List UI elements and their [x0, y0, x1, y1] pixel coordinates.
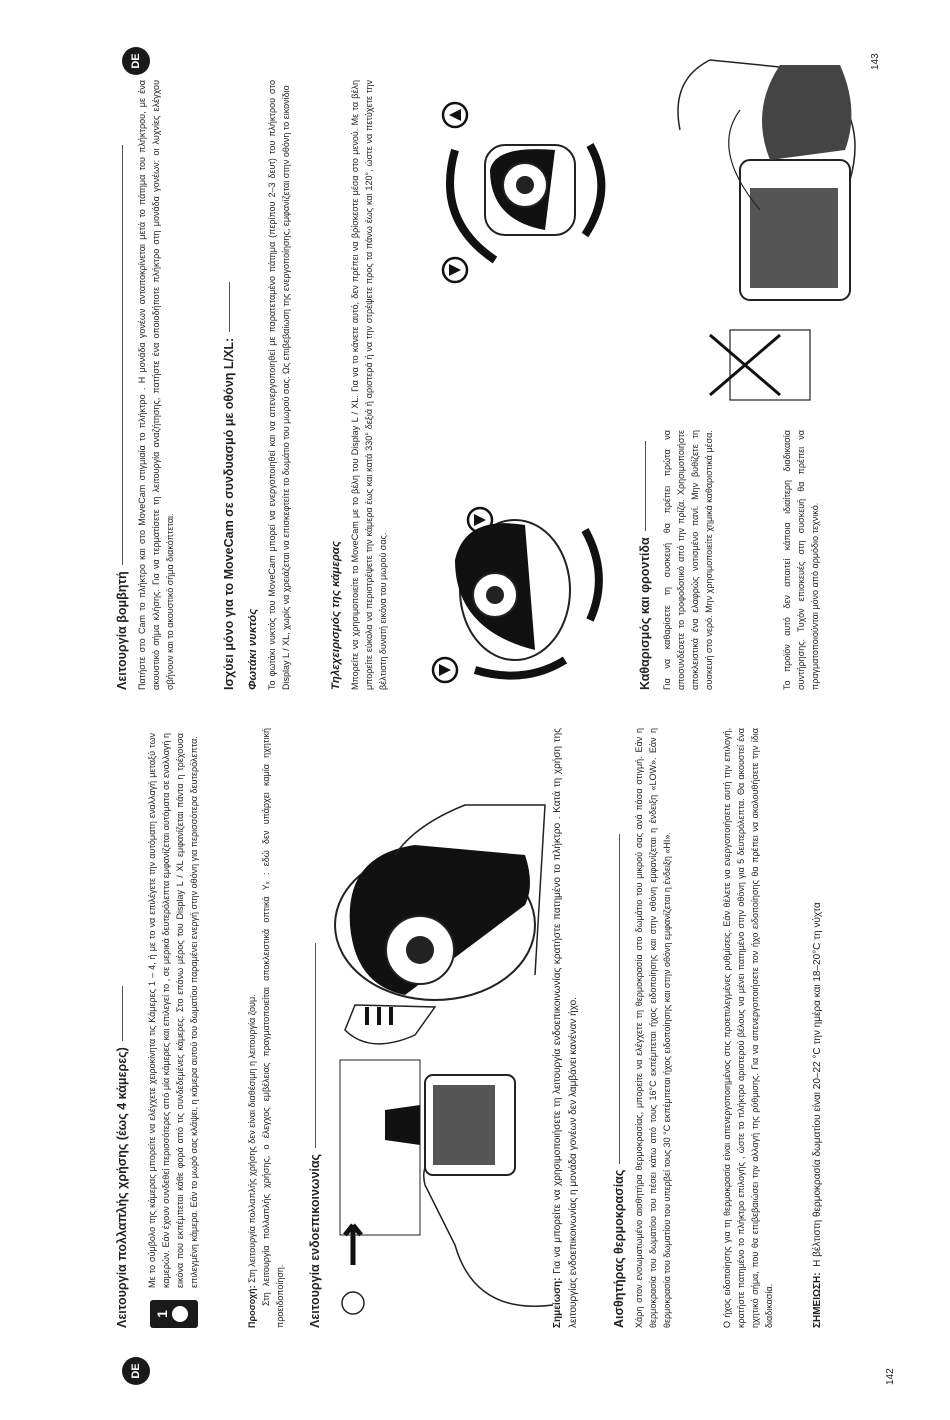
buzzer-paragraph: Πατήστε στο Cam το πλήκτρο και στο MoveCam στιγμιαία το πλήκτρο . Η μονάδα γονέων ανταποκρίνεται μετά το πάτημα του πλήκτρου, με ένα ακουστικό σήμα κλήσης. Για να τερματίσετε τη λειτουργία αναζήτησης, πατήστε ένα οποιοδήποτε πλήκτρο στη μονάδα γονέων: οι λυχνίες ελέγχου σβήνουν και το ακουστικό σήμα διακόπτεται.	[137, 80, 175, 690]
cleaning-paragraph-2: Το προϊόν αυτό δεν απαιτεί κάποια ιδιαίτερη διαδικασία συντήρησης. Τυχόν επισκευές στη συσκευή θα πρέπει να πραγματοποιούνται μόνο από αρμόδιο τεχνικό.	[782, 430, 820, 690]
night-light-title: Φωτάκι νυκτός	[247, 608, 259, 690]
temperature-note: ΣΗΜΕΙΩΣΗ: Η βέλτιστη θερμοκρασία δωματίου είναι 20–22 °C την ημέρα και 18–20°C τη νύχτα	[812, 902, 823, 1328]
cleaning-drawing	[650, 50, 880, 410]
section-title-intercom: Λειτουργία ενδοεπικοινωνίας	[308, 943, 322, 1328]
night-light-paragraph: Το φωτάκι νυκτός του MoveCam μπορεί να ενεργοποιηθεί και να απενεργοποιηθεί με παρατεταμένο πάτημα (περίπου 2–3 δευτ) του πλήκτρου στο Display L / XL, χωρίς να χρειάζεται να επισκεφτείτε το δωμάτιο του μωρού σας. Ως επιβεβαίωση της ενεργοποίησης, εμφανίζεται στην οθόνη το εικονίδιο	[267, 80, 291, 690]
section-title-temperature: Αισθητήρας θερμοκρασίας	[612, 834, 626, 1328]
intercom-note: Σημείωση: Για να μπορείτε να χρησιμοποιήσετε τη λειτουργία ενδοεπικοινωνίας κρατήστε πατημένο το πλήκτρο . Κατά τη χρήση της λειτουργίας ενδοεπικοινωνίας η μονάδα γονέων δεν λαμβάνει κανέναν ήχο.	[552, 727, 579, 1328]
camera-key-icon: 1	[150, 1300, 198, 1328]
multi-camera-paragraph: Με το σύμβολο της κάμερας μπορείτε να ελέγχετε χειροκίνητα τις Κάμερες 1 – 4, ή με το να επιλέγετε την αυτόματη εναλλαγή μεταξύ των καμερών. Εάν έχουν συνδεθεί περισσότερες από μία κάμερες και επιλεγεί το , σε μερικά δευτερόλεπτα εμφανίζεται αυτόματα σε εναλλαγή η εικόνα που εκπέμπεται κάθε φορά από τις συνδεδεμένες κάμερες. Στο επάνω μέρος του Display L / XL εμφανίζεται πάντα η τρέχουσα επιλεγμένη κάμερα. Εάν το μωρό σας κλάψει, η κάμερα αυτού του δωματίου παραμένει ενεργή στην οθόνη για περισσότερα δευτερόλεπτα.	[147, 733, 199, 1288]
multi-camera-caution: Προσοχή: Στη λειτουργία πολλαπλής χρήσης δεν είναι διαθέσιμη η λειτουργία ζουμ. Στη λειτουργία πολλαπλής χρήσης, ο έλεγχος εμβέλειας πραγματοποιείται αποκλειστικά οπτικά Yₓ : εδώ δεν υπάρχει καμία ηχητική προειδοποίηση.	[247, 728, 285, 1328]
remote-control-paragraph: Μπορείτε να χρησιμοποιείτε το MoveCam με το βέλη του Display L / XL. Για να το κάνετε αυτό, δεν πρέπει να βρίσκεστε μέσα στο μενού. Με τα βέλη μπορείτε εύκολα να περιστρέψετε την κάμερα έως και κατά 330° δεξιά ή αριστερά ή να την στρέψετε προς τα πάνω έως και 120°, ώστε να πετύχετε την βέλτιστη δυνατή εικόνα του μωρού σας.	[350, 80, 388, 690]
cleaning-illustration	[650, 50, 880, 410]
section-title-movecam: Ισχύει μόνο για το MoveCam σε συνδυασμό με οθόνη L/XL:	[222, 282, 236, 690]
language-badge: DE	[122, 47, 150, 75]
page-number: 143	[870, 53, 881, 70]
camera-rotation-illustration	[415, 50, 625, 690]
intercom-illustration	[325, 735, 555, 1325]
temperature-paragraph-2: Ο ήχος ειδοποίησης για τη θερμοκρασία είναι απενεργοποιημένος στις προεπιλεγμένες ρυθμίσεις. Εάν θέλετε να ενεργοποιήσετε αυτή την επιλογή, κρατήστε πατημένο το πλήκτρο επιλογής , ώστε το πλήκτρο αριστερού βέλους να μένει πατημένο στην οθόνη για 5 δευτερόλεπτα. Θα ακουστεί ένα ηχητικό σήμα, που θα επιβεβαιώσει την αλλαγή της ρύθμισης. Για να απενεργοποιήσετε τον ήχο ειδοποίησης θα πρέπει να ακολουθήσετε την ίδια διαδικασία.	[722, 728, 774, 1328]
section-title-cleaning: Καθαρισμός και φροντίδα	[638, 441, 652, 690]
page-number: 142	[885, 1368, 896, 1385]
camera-rotation-drawing	[415, 50, 625, 690]
intercom-drawing	[325, 735, 555, 1325]
language-badge: DE	[122, 1357, 150, 1385]
section-title-buzzer: Λειτουργία βομβητή	[115, 145, 129, 690]
remote-control-title: Τηλεχειρισμός της κάμερας	[330, 540, 342, 690]
temperature-paragraph-1: Χάρη στον ενσωματωμένο αισθητήρα θερμοκρασίας, μπορείτε να ελέγχετε τη θερμοκρασία στο δωμάτιο του μικρού σας ανά πάσα στιγμή. Εάν η θερμοκρασία του δωματίου του πέσει κάτω από τους 16°C εκπέμπεται ήχος ειδοποίησης και στην οθόνη εμφανίζεται η ένδειξη «LOW». Εάν η θερμοκρασία του δωματίου του υπερβεί τους 30 °C εκπέμπεται ήχος ειδοποίησης και στην οθόνη εμφανίζεται η ένδειξη «HI».	[634, 728, 672, 1328]
cleaning-paragraph-1: Για να καθαρίσετε τη συσκευή θα πρέπει πρώτα να αποσυνδέσετε το τροφοδοτικό από την πρίζα. Χρησιμοποιήστε αποκλειστικά ένα ελαφρώς νοτισμένο πανί. Μην βυθίζετε τη συσκευή στο νερό. Μην χρησιμοποιείτε χημικά καθαριστικά μέσα.	[662, 430, 714, 690]
section-title-multi-camera: Λειτουργία πολλαπλής χρήσης (έως 4 κάμερες)	[115, 986, 129, 1328]
page-142	[0, 710, 950, 1420]
range-icon: Yₓ	[261, 881, 271, 891]
